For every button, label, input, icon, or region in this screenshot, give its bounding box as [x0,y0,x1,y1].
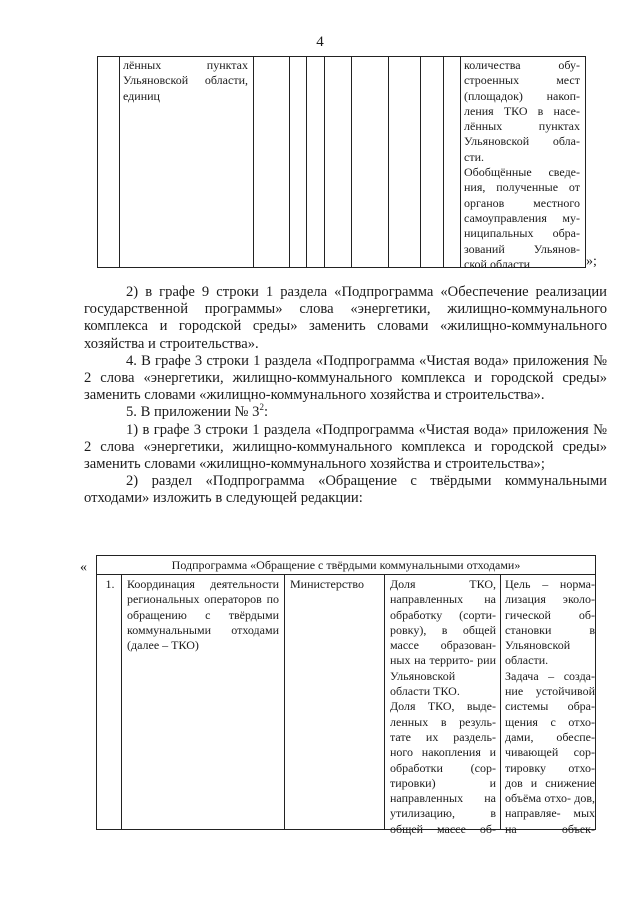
indicator-block-2 [390,699,496,837]
text-line: ных на террито- [390,653,474,668]
goal-cell [505,577,595,837]
table-divider [324,57,325,267]
table-divider [121,575,122,829]
text-line: Обобщённые сведе- [464,165,580,180]
text-line: ного накопления [390,745,481,760]
text-line: дами, обеспе- [505,729,595,744]
paragraph-3 [84,404,607,421]
text-line: системы обра- [505,699,595,714]
subprogram-table [96,555,596,836]
text-line: ской области [464,256,531,271]
text-line: области ТКО. [390,684,460,699]
text-line: мых на объек- [505,806,595,836]
text-line: количества обу- [464,58,580,72]
text-line: ниципальных обра- [464,226,580,241]
indicator-block-1 [390,577,496,699]
table-header: Подпрограмма «Обращение с твёрдыми коммунальными отходами» [97,556,595,575]
text-line: ние устойчивой [505,684,595,699]
text-line: (площадок) накоп- [464,88,580,103]
table-divider [306,57,307,267]
body-paragraphs [84,284,607,508]
table-divider [289,57,290,267]
superscript: 2 [259,402,264,413]
text-line: рии Ульяновской [390,653,497,683]
text-line: лённых пунктах [464,119,580,134]
paragraph-3-end: : [263,404,268,421]
table-divider [443,57,444,267]
text-line: строенных мест [464,73,580,88]
text-line: Цель – норма- [505,577,595,591]
text-line: щения с отхо- [505,714,595,729]
paragraph-5: 2) раздел «Подпрограмма «Обращение с твёрдыми коммунальными отходами» изложить в следующей редакции: [84,473,607,507]
table-divider [384,575,385,829]
text-line: самоуправления му- [464,210,580,225]
table-divider [420,57,421,267]
text-line: зований Ульянов- [464,241,580,256]
text-line: органов местного [464,195,580,210]
text-line: дов и снижение [505,775,595,790]
paragraph-2: 4. В графе 3 строки 1 раздела «Подпрограмма «Чистая вода» приложения № 2 слова «энергетики, жилищно-коммунального комплекса и городской среды» заменить словами «жилищно-коммунального хозяйства и строительства». [84,352,607,404]
table-divider [284,575,285,829]
table-divider [253,57,254,267]
text-line: ния, полученные от [464,180,580,195]
text-line: объёма отхо- [505,791,572,806]
table-divider [119,57,120,267]
paragraph-3-text: 5. В приложении № 3 [126,404,260,421]
row-number: 1. [105,577,115,591]
text-line: тировки) и [390,775,496,790]
opening-quote: « [80,560,87,575]
text-line: тировку отхо- [505,760,595,775]
text-line: общей массе об- [390,821,496,836]
data-source-block-1 [464,58,580,165]
paragraph-4: 1) в графе 3 строки 1 раздела «Подпрограмма «Чистая вода» приложения № 2 слова «энергетики, жилищно-коммунального комплекса и городской среды» заменить словами «жилищно-коммунального хозяйства и строительства»; [84,421,607,473]
text-line: тате их раздель- [390,729,496,744]
text-line: ления ТКО в насе- [464,103,580,118]
table-divider [388,57,389,267]
goal-block-1 [505,577,595,669]
page-number: 4 [316,34,324,50]
text-line: становки в [505,622,595,637]
top-table [97,56,586,271]
activity-name-cell: Координация деятельности региональных операторов по обращению с твёрдыми коммунальными отходами (далее – ТКО) [127,577,279,653]
text-line: Доля ТКО, [390,577,496,591]
text-line: обработку (сорти- [390,607,496,622]
table-divider [351,57,352,267]
table-divider [460,57,461,267]
indicator-cell [390,577,496,837]
text-line: ровку), в общей [390,622,496,637]
text-line: направленных на [390,592,496,607]
paragraph-1: 2) в графе 9 строки 1 раздела «Подпрограмма «Обеспечение реализации государственной программы» слова «энергетики, жилищно-коммунального комплекса и городской среды» заменить словами «жилищно-коммунального хозяйства и строительства». [84,284,607,352]
text-line: Доля ТКО, выде- [390,699,496,714]
text-line: и обработки (сор- [390,745,496,775]
text-line: гической об- [505,607,595,622]
goal-block-2 [505,669,595,837]
text-line: утилизацию, в [390,806,496,821]
table-divider [500,575,501,829]
executor-cell: Министерство [290,577,364,591]
text-line: области. [505,653,549,668]
indicator-name-cell: лённых пунктах Ульяновской области, единиц [123,58,248,103]
closing-quote: »; [586,254,597,269]
text-line: массе образован- [390,638,496,653]
text-line: лизация эколо- [505,592,595,607]
data-source-cell [464,58,580,272]
text-line: направленных на [390,791,496,806]
text-line: сти. [464,149,484,164]
data-source-block-2 [464,165,580,272]
text-line: чивающей сор- [505,745,595,760]
text-line: Ульяновской обла- [464,134,580,149]
text-line: дов, направляе- [505,791,595,821]
text-line: ленных в резуль- [390,714,496,729]
text-line: Задача – созда- [505,668,595,683]
text-line: Ульяновской [505,638,571,653]
